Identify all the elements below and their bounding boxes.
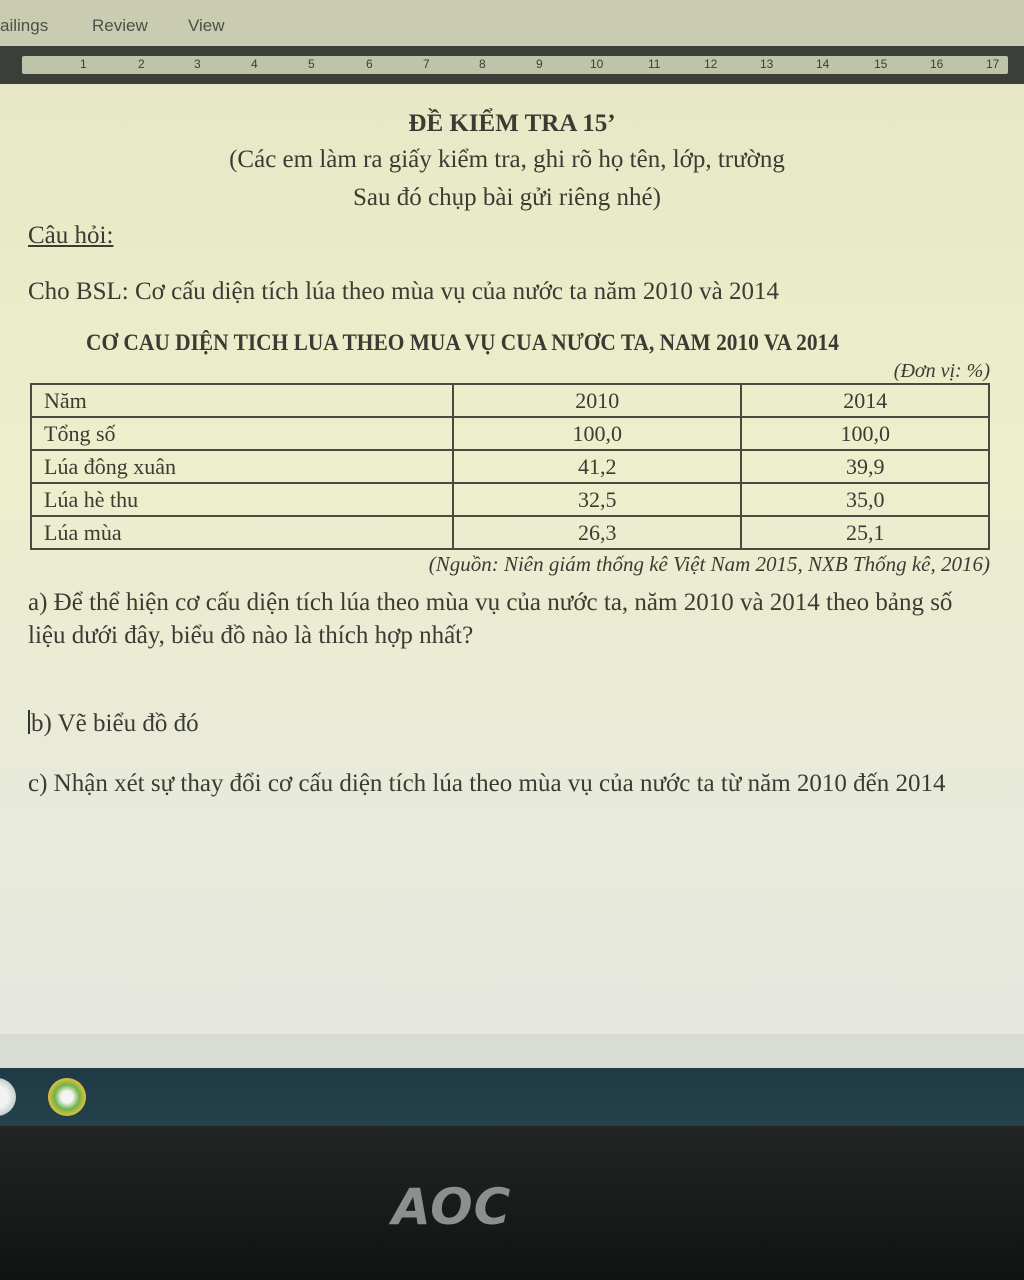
table-cell: 26,3 — [453, 516, 741, 549]
tab-view[interactable]: View — [188, 16, 225, 35]
document-title: ĐỀ KIỂM TRA 15’ — [408, 110, 616, 137]
table-unit: (Đơn vị: %) — [893, 360, 990, 382]
ruler-mark: 17 — [986, 57, 1000, 71]
ruler-mark: 3 — [194, 57, 201, 71]
table-source: (Nguồn: Niên giám thống kê Việt Nam 2015, NXB Thống kê, 2016) — [428, 552, 990, 576]
table-caption: CƠ CAU DIỆN TICH LUA THEO MUA VỤ CUA NƯƠC TA, NAM 2010 VA 2014 — [86, 330, 839, 355]
document-subtitle-line1: (Các em làm ra giấy kiểm tra, ghi rõ họ tên, lớp, trường — [229, 146, 785, 173]
ruler-mark: 5 — [308, 57, 315, 71]
table-cell: 41,2 — [453, 450, 741, 483]
table-header-cell: 2014 — [741, 384, 989, 417]
ruler-mark: 1 — [80, 57, 87, 71]
table-row — [31, 516, 989, 549]
table-row — [31, 483, 989, 516]
text-cursor — [28, 710, 30, 734]
table-row — [31, 417, 989, 450]
start-icon[interactable] — [0, 1078, 16, 1116]
table-cell: 25,1 — [741, 516, 989, 549]
question-b: b) Vẽ biểu đồ đó — [31, 710, 199, 737]
ruler-mark: 2 — [138, 57, 145, 71]
question-a: a) Để thể hiện cơ cấu diện tích lúa theo mùa vụ của nước ta, năm 2010 và 2014 theo bảng số liệu dưới đây, biểu đồ nào là thích hợp nhất? — [28, 589, 953, 649]
ruler-mark: 6 — [366, 57, 373, 71]
table-header-cell: Năm — [31, 384, 453, 417]
question-b-line[interactable] — [28, 710, 199, 738]
tab-review[interactable]: Review — [92, 16, 148, 35]
question-intro: Cho BSL: Cơ cấu diện tích lúa theo mùa vụ của nước ta năm 2010 và 2014 — [28, 278, 779, 305]
table-header-row — [31, 384, 989, 417]
ruler-mark: 10 — [590, 57, 604, 71]
ruler-mark: 16 — [930, 57, 944, 71]
ruler-mark: 15 — [874, 57, 888, 71]
document-subtitle-line2: Sau đó chụp bài gửi riêng nhé) — [353, 184, 661, 211]
ruler-mark: 11 — [648, 57, 661, 71]
ruler-strip[interactable] — [22, 56, 1008, 74]
ribbon — [0, 0, 1024, 46]
browser-icon[interactable] — [48, 1078, 86, 1116]
table-cell: 35,0 — [741, 483, 989, 516]
ruler-mark: 8 — [479, 57, 486, 71]
table-cell: 39,9 — [741, 450, 989, 483]
tab-mailings[interactable]: ailings — [0, 16, 49, 35]
ruler-mark: 7 — [423, 57, 430, 71]
monitor-bezel — [0, 1126, 1024, 1280]
table-cell: 32,5 — [453, 483, 741, 516]
question-label: Câu hỏi: — [28, 222, 114, 249]
table-cell: Lúa đông xuân — [31, 450, 453, 483]
ruler-mark: 12 — [704, 57, 718, 71]
horizontal-ruler[interactable] — [0, 46, 1024, 84]
table-cell: Lúa mùa — [31, 516, 453, 549]
table-cell: Tổng số — [31, 417, 453, 450]
table-cell: 100,0 — [741, 417, 989, 450]
table-header-cell: 2010 — [453, 384, 741, 417]
monitor-brand-logo: AOC — [392, 1178, 512, 1236]
taskbar — [0, 1068, 1024, 1126]
table-row — [31, 450, 989, 483]
page-gap — [0, 1034, 1024, 1068]
ruler-mark: 9 — [536, 57, 543, 71]
table-cell: 100,0 — [453, 417, 741, 450]
table-cell: Lúa hè thu — [31, 483, 453, 516]
ruler-mark: 13 — [760, 57, 774, 71]
ruler-mark: 4 — [251, 57, 258, 71]
ruler-mark: 14 — [816, 57, 830, 71]
question-c: c) Nhận xét sự thay đổi cơ cấu diện tích lúa theo mùa vụ của nước ta từ năm 2010 đến 2014 — [28, 770, 946, 797]
data-table — [30, 383, 990, 550]
